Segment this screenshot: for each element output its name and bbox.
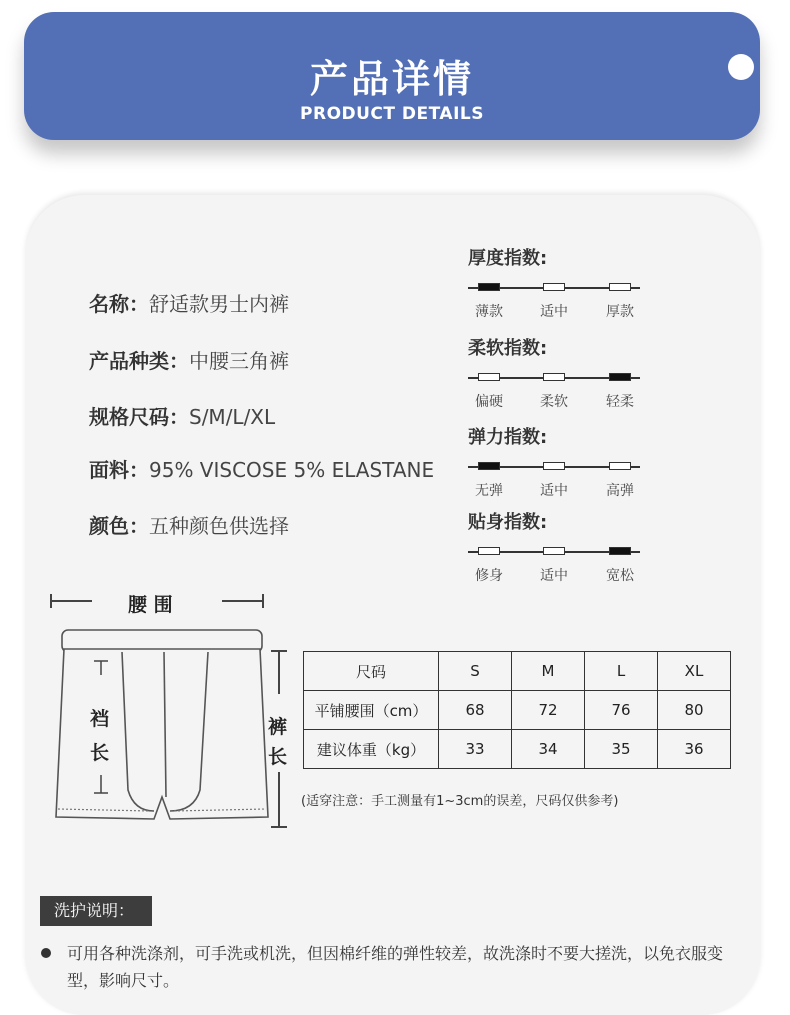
info-label: 名称 [89,292,129,316]
index-marker [543,283,565,291]
index-title: 贴身指数: [468,512,548,533]
index-marker-selected [478,283,500,291]
info-label: 产品种类 [89,349,169,373]
info-separator: ： [169,349,189,373]
table-cell: 建议体重（kg） [304,730,439,769]
page-subtitle: PRODUCT DETAILS [300,104,484,124]
page-title: 产品详情 [309,57,474,101]
length-label-1: 裤 [268,716,288,738]
info-label: 规格尺码 [89,405,169,429]
table-cell: 36 [658,730,731,769]
info-value: 中腰三角裤 [189,349,289,373]
waist-line-left [50,600,92,602]
index-option-label: 薄款 [475,304,503,320]
table-cell: 33 [439,730,512,769]
length-label-2: 长 [268,746,288,768]
size-note: (适穿注意：手工测量有1~3cm的误差，尺码仅供参考) [301,794,619,809]
table-cell: 68 [439,691,512,730]
index-marker [609,283,631,291]
info-category [89,345,289,374]
index-option-label: 适中 [540,483,568,499]
info-name [89,288,289,317]
index-option-label: 高弹 [606,483,634,499]
length-line-top [278,650,280,694]
index-marker [543,373,565,381]
index-option-label: 偏硬 [475,394,503,410]
table-cell: 35 [585,730,658,769]
info-separator: ： [169,405,189,429]
index-marker-selected [609,373,631,381]
table-row [304,730,731,769]
table-header-cell: XL [658,652,731,691]
index-option-label: 轻柔 [606,394,634,410]
table-cell: 76 [585,691,658,730]
index-marker [478,547,500,555]
info-label: 颜色 [89,514,129,538]
care-title: 洗护说明： [40,896,152,926]
length-tick-bottom [271,826,287,828]
index-option-label: 修身 [475,568,503,584]
info-separator: ： [129,458,149,482]
info-label: 面料 [89,458,129,482]
index-title: 厚度指数: [468,248,548,269]
index-marker [543,547,565,555]
index-marker-selected [609,547,631,555]
index-option-label: 无弹 [475,483,503,499]
care-text: 可用各种洗涤剂，可手洗或机洗，但因棉纤维的弹性较差，故洗涤时不要大搓洗，以免衣服变型，影响尺寸。 [67,944,724,990]
info-sizes [89,401,275,430]
table-row [304,691,731,730]
table-cell: 平铺腰围（cm） [304,691,439,730]
table-cell: 72 [512,691,585,730]
waist-tick-right [262,594,264,608]
waist-line-right [222,600,264,602]
waist-label: 腰 围 [128,594,173,616]
table-header-cell: L [585,652,658,691]
table-header-cell: 尺码 [304,652,439,691]
info-fabric [89,454,434,483]
info-value: 五种颜色供选择 [149,514,289,538]
table-cell: 80 [658,691,731,730]
crotch-label-2: 长 [90,742,110,764]
info-value: S/M/L/XL [189,405,276,429]
index-title: 弹力指数: [468,427,548,448]
index-title: 柔软指数: [468,338,548,359]
index-marker [543,462,565,470]
table-header-cell: M [512,652,585,691]
header-banner [24,12,760,140]
info-value: 舒适款男士内裤 [149,292,289,316]
index-option-label: 宽松 [606,568,634,584]
shorts-diagram [50,625,275,845]
index-marker-selected [478,462,500,470]
table-header-row [304,652,731,691]
dot-icon [728,54,754,80]
table-cell: 34 [512,730,585,769]
crotch-label-1: 裆 [90,708,110,730]
bullet-icon [41,948,51,958]
index-option-label: 柔软 [540,394,568,410]
length-line-bottom [278,772,280,826]
info-separator: ： [129,292,149,316]
index-option-label: 适中 [540,568,568,584]
index-marker [478,373,500,381]
index-option-label: 适中 [540,304,568,320]
size-table [303,651,731,769]
index-marker [609,462,631,470]
table-header-cell: S [439,652,512,691]
info-value: 95% VISCOSE 5% ELASTANE [149,458,435,482]
shorts-outline [56,649,268,819]
info-separator: ： [129,514,149,538]
info-colors [89,510,289,539]
index-option-label: 厚款 [606,304,634,320]
